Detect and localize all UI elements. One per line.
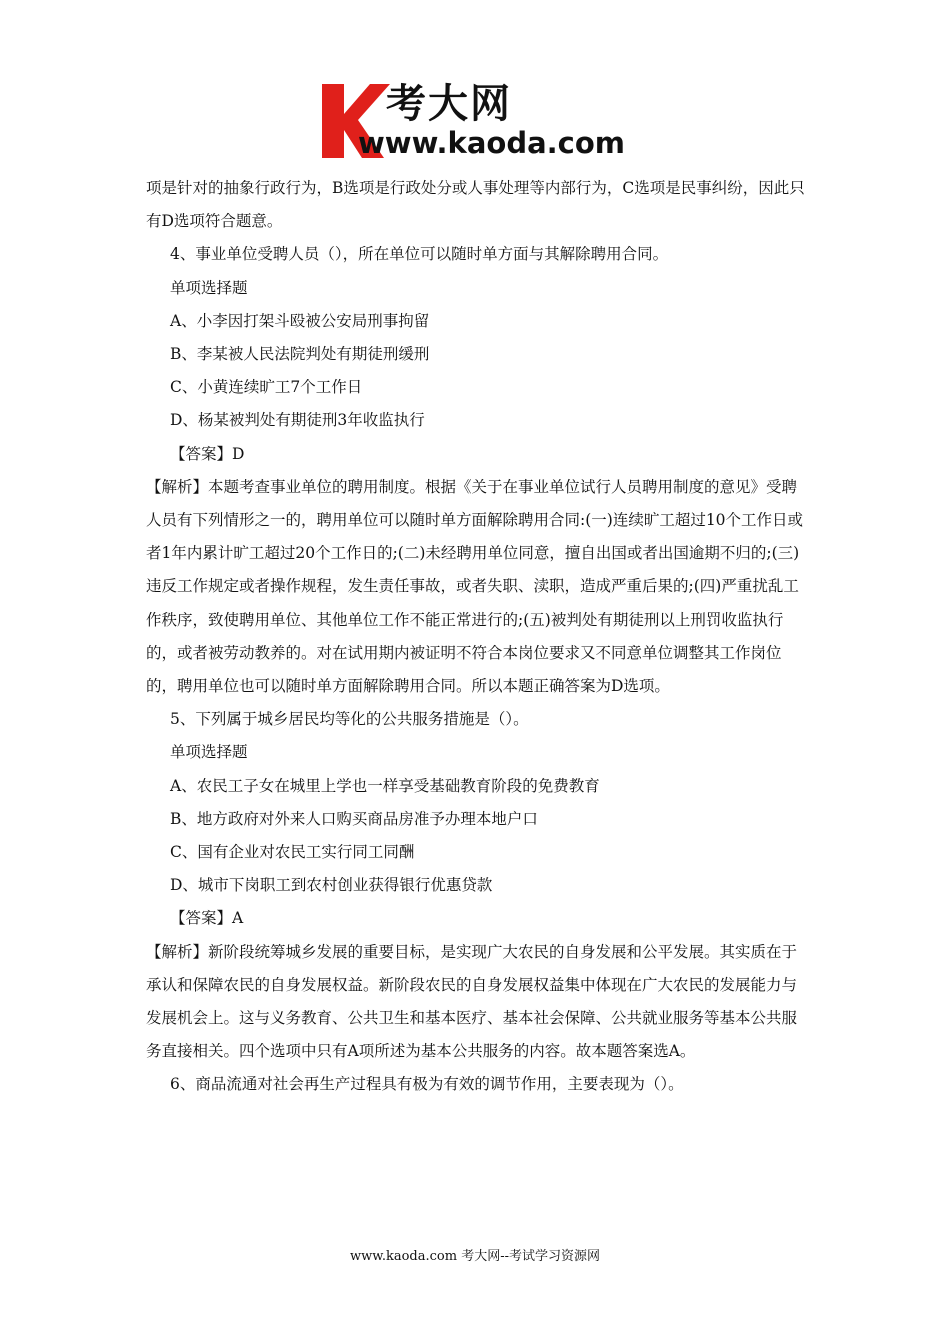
- paragraph: 【解析】新阶段统筹城乡发展的重要目标，是实现广大农民的自身发展和公平发展。其实质在于承认和保障农民的自身发展权益。新阶段农民的自身发展权益集中体现在广大农民的发展能力与发展机会上。这与义务教育、公共卫生和基本医疗、基本社会保障、公共就业服务等基本公共服务直接相关。四个选项中只有A项所述为基本公共服务的内容。故本题答案选A。: [146, 942, 798, 1061]
- logo-title: 考大网: [386, 81, 512, 127]
- paragraph: D、杨某被判处有期徒刑3年收监执行: [170, 411, 425, 430]
- paragraph: B、李某被人民法院判处有期徒刑缓刑: [170, 345, 430, 364]
- paragraph: D、城市下岗职工到农村创业获得银行优惠贷款: [170, 876, 493, 895]
- logo-url: www.kaoda.com: [358, 126, 625, 160]
- paragraph: A、小李因打架斗殴被公安局刑事拘留: [170, 311, 430, 330]
- paragraph: 项是针对的抽象行政行为，B选项是行政处分或人事处理等内部行为，C选项是民事纠纷，因此只有D选项符合题意。: [146, 179, 805, 231]
- paragraph: 单项选择题: [170, 278, 248, 297]
- paragraph: 【解析】本题考查事业单位的聘用制度。根据《关于在事业单位试行人员聘用制度的意见》受聘人员有下列情形之一的，聘用单位可以随时单方面解除聘用合同:(一)连续旷工超过10个工作日或者1年内累计旷工超过20个工作日的;(二)未经聘用单位同意，擅自出国或者出国逾期不归的;(三)违反工作规定或者操作规程，发生责任事故，或者失职、渎职，造成严重后果的;(四)严重扰乱工作秩序，致使聘用单位、其他单位工作不能正常进行的;(五)被判处有期徒刑以上刑罚收监执行的，或者被劳动教养的。对在试用期内被证明不符合本岗位要求又不同意单位调整其工作岗位的，聘用单位也可以随时单方面解除聘用合同。所以本题正确答案为D选项。: [146, 477, 804, 696]
- paragraph: 【答案】D: [170, 444, 245, 463]
- paragraph: 【答案】A: [170, 909, 244, 928]
- paragraph: C、国有企业对农民工实行同工同酬: [170, 843, 415, 862]
- paragraph: 单项选择题: [170, 743, 248, 762]
- paragraph: 5、下列属于城乡居民均等化的公共服务措施是（）。: [170, 710, 529, 729]
- paragraph: B、地方政府对外来人口购买商品房准予办理本地户口: [170, 809, 538, 828]
- paragraph: 6、商品流通对社会再生产过程具有极为有效的调节作用，主要表现为（）。: [170, 1075, 684, 1094]
- page-footer: www.kaoda.com 考大网--考试学习资源网: [350, 1249, 600, 1264]
- document-body: [146, 172, 808, 1102]
- paragraph: A、农民工子女在城里上学也一样享受基础教育阶段的免费教育: [170, 776, 600, 795]
- paragraph: C、小黄连续旷工7个工作日: [170, 378, 363, 397]
- paragraph: 4、事业单位受聘人员（），所在单位可以随时单方面与其解除聘用合同。: [170, 245, 669, 264]
- kaoda-logo: [318, 80, 638, 162]
